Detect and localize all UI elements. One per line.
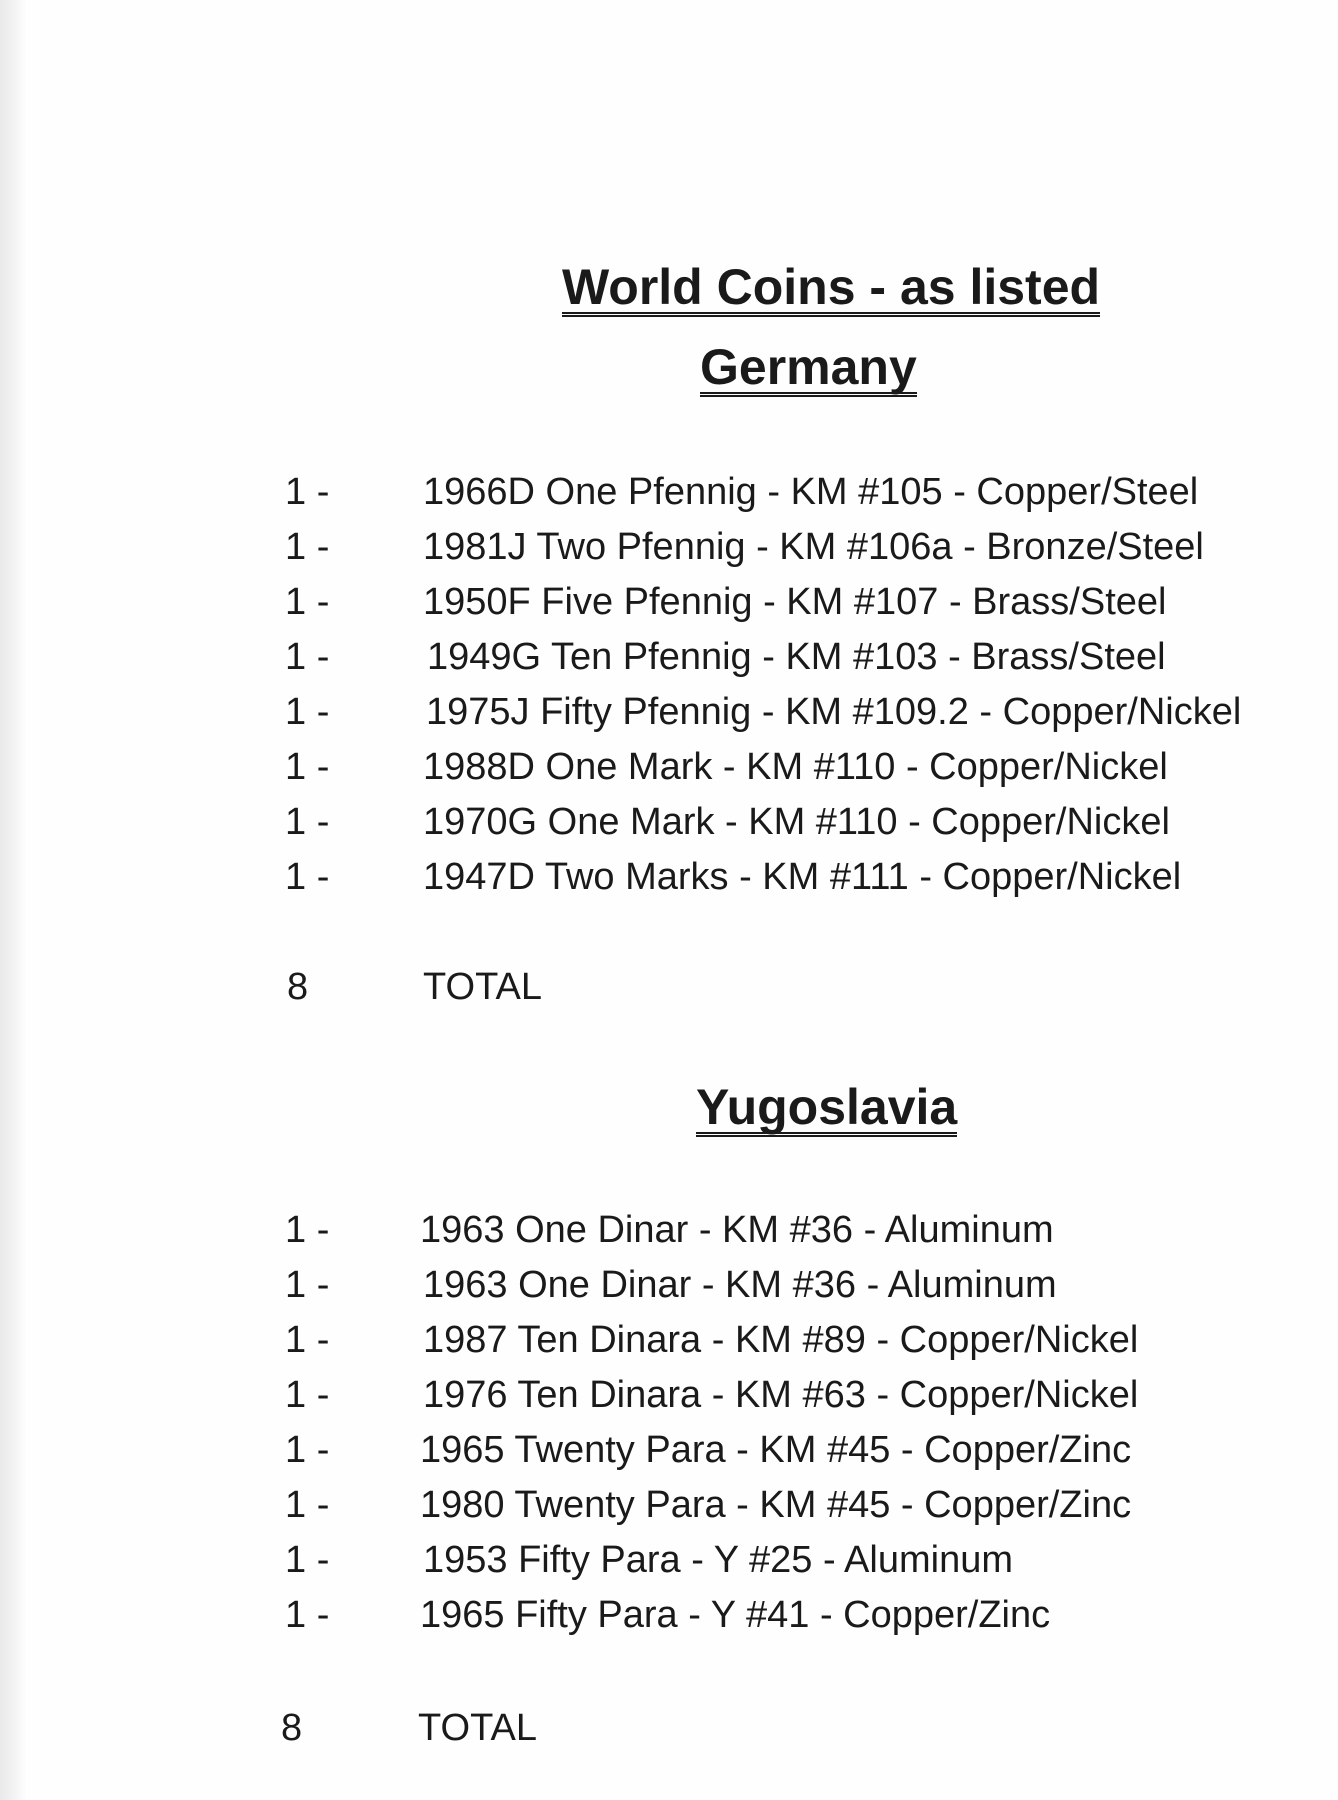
item-description: 1965 Twenty Para - KM #45 - Copper/Zinc [420, 1429, 1132, 1471]
item-description: 1988D One Mark - KM #110 - Copper/Nickel [423, 746, 1168, 788]
item-description: 1965 Fifty Para - Y #41 - Copper/Zinc [420, 1594, 1051, 1636]
item-description: 1963 One Dinar - KM #36 - Aluminum [423, 1264, 1057, 1306]
item-description: 1950F Five Pfennig - KM #107 - Brass/Steel [423, 581, 1167, 623]
item-description: 1987 Ten Dinara - KM #89 - Copper/Nickel [423, 1319, 1139, 1361]
list-item [0, 1592, 1338, 1638]
list-item [0, 524, 1338, 570]
list-item [0, 744, 1338, 790]
item-description: 1949G Ten Pfennig - KM #103 - Brass/Steel [427, 636, 1166, 678]
item-description: 1975J Fifty Pfennig - KM #109.2 - Copper/Nickel [426, 691, 1242, 733]
list-item [0, 1207, 1338, 1253]
item-quantity: 1 - [285, 1374, 330, 1416]
item-quantity: 1 - [285, 746, 330, 788]
item-description: 1970G One Mark - KM #110 - Copper/Nickel [423, 801, 1170, 843]
item-quantity: 1 - [285, 1484, 330, 1526]
list-item [0, 689, 1338, 735]
total-row [0, 964, 1338, 1010]
item-description: 1963 One Dinar - KM #36 - Aluminum [420, 1209, 1054, 1251]
list-item [0, 1262, 1338, 1308]
item-quantity: 1 - [285, 1429, 330, 1471]
item-quantity: 1 - [285, 801, 330, 843]
item-quantity: 1 - [285, 1594, 330, 1636]
total-label: TOTAL [418, 1707, 537, 1749]
total-count: 8 [281, 1707, 303, 1749]
item-description: 1947D Two Marks - KM #111 - Copper/Nickel [423, 856, 1182, 898]
list-item [0, 1537, 1338, 1583]
list-item [0, 579, 1338, 625]
item-quantity: 1 - [285, 471, 330, 513]
item-quantity: 1 - [285, 1209, 330, 1251]
total-count: 8 [287, 966, 309, 1008]
item-quantity: 1 - [285, 1319, 330, 1361]
item-description: 1981J Two Pfennig - KM #106a - Bronze/Steel [423, 526, 1204, 568]
section-title-yugoslavia: Yugoslavia [696, 1079, 958, 1135]
list-item [0, 1427, 1338, 1473]
list-item [0, 799, 1338, 845]
item-quantity: 1 - [285, 1539, 330, 1581]
item-quantity: 1 - [285, 581, 330, 623]
list-item [0, 854, 1338, 900]
item-quantity: 1 - [285, 856, 330, 898]
list-item [0, 1482, 1338, 1528]
item-quantity: 1 - [285, 1264, 330, 1306]
scan-edge-shadow [0, 0, 26, 1800]
item-quantity: 1 - [285, 636, 330, 678]
list-item [0, 469, 1338, 515]
list-item [0, 1317, 1338, 1363]
item-description: 1980 Twenty Para - KM #45 - Copper/Zinc [420, 1484, 1132, 1526]
list-item [0, 1372, 1338, 1418]
item-description: 1953 Fifty Para - Y #25 - Aluminum [423, 1539, 1014, 1581]
total-row [0, 1705, 1338, 1751]
document-title: World Coins - as listed [562, 259, 1101, 315]
item-description: 1976 Ten Dinara - KM #63 - Copper/Nickel [423, 1374, 1139, 1416]
item-quantity: 1 - [285, 526, 330, 568]
item-quantity: 1 - [285, 691, 330, 733]
section-title-germany: Germany [700, 339, 917, 395]
total-label: TOTAL [423, 966, 542, 1008]
list-item [0, 634, 1338, 680]
item-description: 1966D One Pfennig - KM #105 - Copper/Steel [423, 471, 1199, 513]
